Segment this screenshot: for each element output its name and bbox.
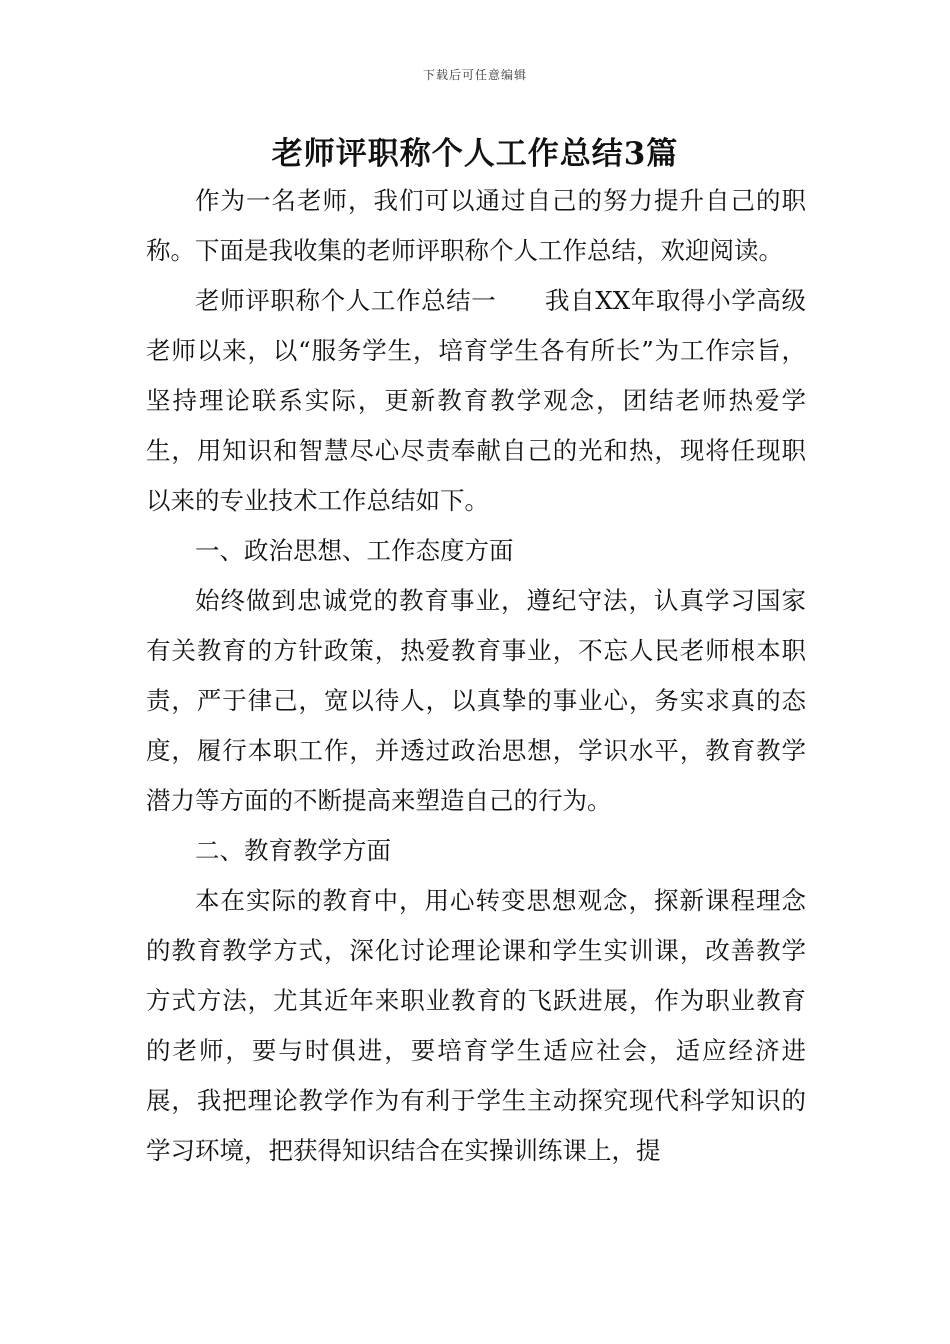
summary-one-text: 我自XX年取得小学高级老师以来，以“服务学生，培育学生各有所长”为工作宗旨，坚持理论联系实际，更新教育教学观念，团结老师热爱学生，用知识和智慧尽心尽责奉献自己的光和热，现将任现职以来的专业技术工作总结如下。	[146, 286, 807, 515]
header-note: 下载后可任意编辑	[422, 68, 527, 82]
section-one-paragraph: 始终做到忠诚党的教育事业，遵纪守法，认真学习国家有关教育的方针政策，热爱教育事业，不忘人民老师根本职责，严于律己，宽以待人，以真挚的事业心，务实求真的态度，履行本职工作，并透过政治思想，学识水平，教育教学潜力等方面的不断提高来塑造自己的行为。	[146, 586, 806, 815]
intro-paragraph: 作为一名老师，我们可以通过自己的努力提升自己的职称。下面是我收集的老师评职称个人工作总结，欢迎阅读。	[146, 186, 806, 265]
summary-one-heading: 老师评职称个人工作总结一	[195, 286, 497, 315]
summary-one-paragraph	[146, 276, 806, 526]
section-two-paragraph: 本在实际的教育中，用心转变思想观念，探新课程理念的教育教学方式，深化讨论理论课和学生实训课，改善教学方式方法，尤其近年来职业教育的飞跃进展，作为职业教育的老师，要与时俱进，要培育学生适应社会，适应经济进展，我把理论教学作为有利于学生主动探究现代科学知识的学习环境，把获得知识结合在实操训练课上，提	[146, 886, 806, 1165]
document-title: 老师评职称个人工作总结3篇	[271, 136, 679, 172]
document-body	[146, 176, 806, 1176]
section-two-heading: 二、教育教学方面	[195, 836, 391, 865]
section-one-heading: 一、政治思想、工作态度方面	[195, 536, 514, 565]
